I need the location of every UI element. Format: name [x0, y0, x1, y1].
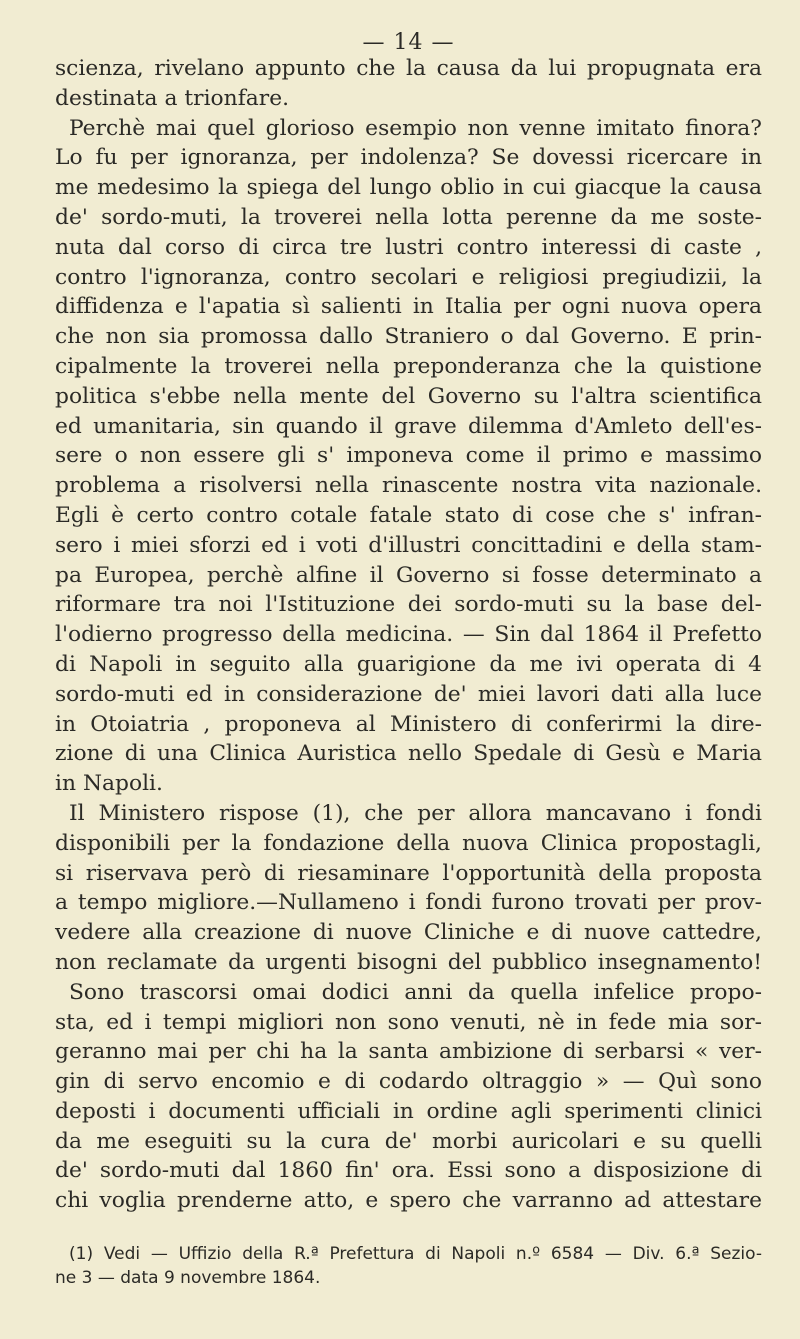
text-line: Il Ministero rispose (1), che per allora mancavano i fondi — [69, 800, 762, 826]
body-text — [55, 54, 762, 1216]
text-line: l'odierno progresso della medicina. — Sin dal 1864 il Prefetto — [55, 622, 762, 648]
text-line: pa Europea, perchè alfine il Governo si fosse determinato a — [55, 562, 762, 588]
text-line: problema a risolversi nella rinascente nostra vita nazionale. — [55, 473, 762, 499]
text-line: chi voglia prenderne atto, e spero che varranno ad attestare — [55, 1188, 762, 1214]
text-line: gin di servo encomio e di codardo oltraggio » — Quì sono — [55, 1069, 762, 1095]
text-line: disponibili per la fondazione della nuova Clinica propostagli, — [55, 830, 762, 856]
text-line: Lo fu per ignoranza, per indolenza? Se dovessi ricercare in — [55, 145, 762, 171]
text-line: a tempo migliore.—Nullameno i fondi furono trovati per prov- — [55, 890, 762, 916]
text-line: politica s'ebbe nella mente del Governo su l'altra scientifica — [55, 383, 762, 409]
footnote-line: ne 3 — data 9 novembre 1864. — [55, 1268, 321, 1289]
text-line: Egli è certo contro cotale fatale stato di cose che s' infran- — [55, 502, 762, 528]
text-line: scienza, rivelano appunto che la causa da lui propugnata era — [55, 56, 762, 81]
text-line: de' sordo-muti dal 1860 fin' ora. Essi sono a disposizione di — [55, 1158, 762, 1184]
text-line: sta, ed i tempi migliori non sono venuti, nè in fede mia sor- — [55, 1009, 762, 1035]
text-line: destinata a trionfare. — [55, 85, 290, 111]
text-line: zione di una Clinica Auristica nello Spedale di Gesù e Maria — [55, 741, 762, 767]
text-line: si riservava però di riesaminare l'opportunità della proposta — [55, 860, 762, 886]
text-line: vedere alla creazione di nuove Cliniche e di nuove cattedre, — [55, 920, 762, 946]
text-line: Sono trascorsi omai dodici anni da quella infelice propo- — [69, 979, 762, 1005]
page-number: — 14 — — [362, 30, 455, 55]
text-line: sero i miei sforzi ed i voti d'illustri concittadini e della stam- — [55, 532, 762, 558]
footnote — [55, 1242, 762, 1290]
text-line: geranno mai per chi ha la santa ambizione di serbarsi « ver- — [55, 1039, 762, 1065]
text-line: che non sia promossa dallo Straniero o dal Governo. E prin- — [55, 324, 762, 350]
text-line: riformare tra noi l'Istituzione dei sordo-muti su la base del- — [55, 592, 762, 618]
text-line: da me eseguiti su la cura de' morbi auricolari e su quelli — [55, 1128, 762, 1154]
text-line: Perchè mai quel glorioso esempio non venne imitato finora? — [69, 115, 762, 141]
text-line: deposti i documenti ufficiali in ordine agli sperimenti clinici — [55, 1098, 762, 1124]
text-line: sere o non essere gli s' imponeva come il primo e massimo — [55, 443, 762, 469]
text-line: non reclamate da urgenti bisogni del pubblico insegnamento! — [55, 949, 762, 975]
footnote-line: (1) Vedi — Uffizio della R.ª Prefettura di Napoli n.º 6584 — Div. 6.ª Sezio- — [69, 1244, 762, 1265]
text-line: diffidenza e l'apatia sì salienti in Italia per ogni nuova opera — [55, 294, 762, 320]
text-line: de' sordo-muti, la troverei nella lotta perenne da me soste- — [55, 204, 762, 230]
text-line: me medesimo la spiega del lungo oblio in cui giacque la causa — [55, 175, 762, 201]
text-line: in Otoiatria , proponeva al Ministero di conferirmi la dire- — [55, 711, 762, 737]
text-line: contro l'ignoranza, contro secolari e religiosi pregiudizii, la — [55, 264, 762, 290]
text-line: ed umanitaria, sin quando il grave dilemma d'Amleto dell'es- — [55, 413, 762, 439]
text-line: sordo-muti ed in considerazione de' miei lavori dati alla luce — [55, 681, 762, 707]
text-line: in Napoli. — [55, 771, 163, 797]
text-line: di Napoli in seguito alla guarigione da me ivi operata di 4 — [55, 651, 762, 677]
text-line: cipalmente la troverei nella preponderanza che la quistione — [55, 353, 762, 379]
text-line: nuta dal corso di circa tre lustri contro interessi di caste , — [55, 234, 762, 260]
